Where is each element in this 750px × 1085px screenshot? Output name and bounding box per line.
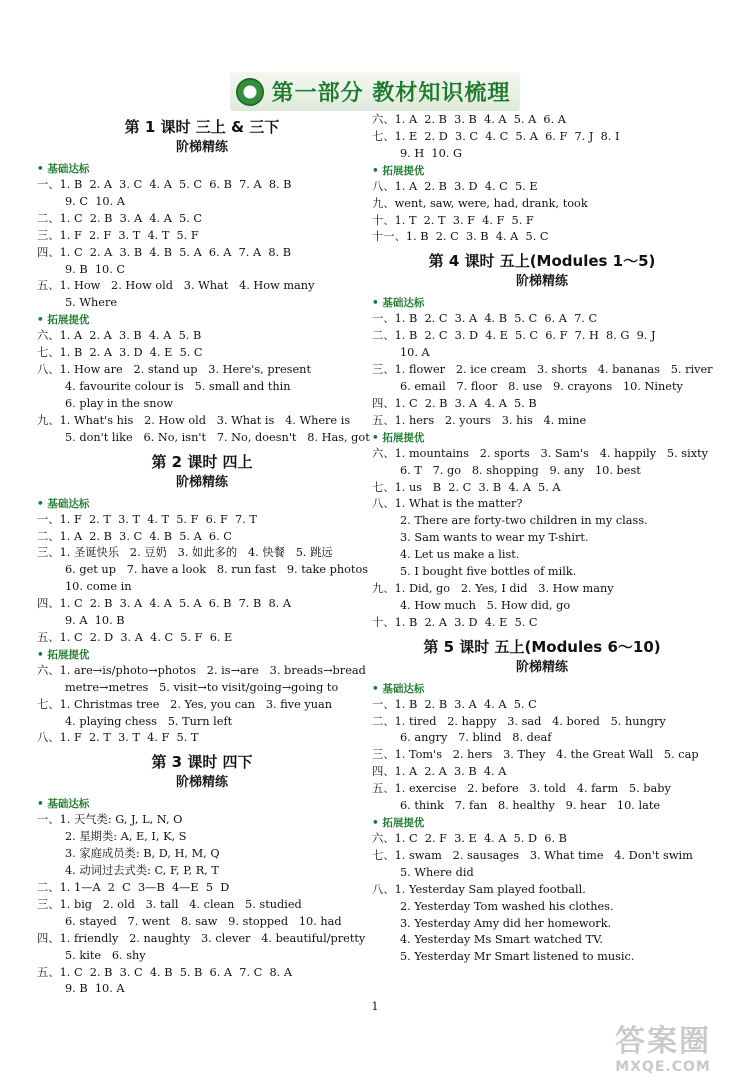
answer-line: 九、1. Did, go 2. Yes, I did 3. How many bbox=[372, 581, 614, 595]
answer-line: 七、1. Christmas tree 2. Yes, you can 3. five yuan bbox=[37, 697, 333, 711]
answer-line: 七、1. swam 2. sausages 3. What time 4. Don't swim bbox=[372, 848, 693, 862]
answer-line: 六、1. A 2. B 3. B 4. A 5. A 6. A bbox=[372, 113, 566, 126]
section-tag: • 拓展提优 bbox=[37, 312, 367, 328]
answer-line: 八、1. What is the matter? bbox=[372, 497, 523, 511]
answer-line: 十、1. T 2. T 3. F 4. F 5. F bbox=[372, 213, 534, 227]
answer-line-continued: 4. Let us make a list. bbox=[400, 548, 520, 562]
answer-line-continued: 5. Yesterday Mr Smart listened to music. bbox=[400, 950, 635, 964]
section-tag: • 基础达标 bbox=[37, 796, 367, 812]
answer-line: 三、1. F 2. F 3. T 4. T 5. F bbox=[37, 228, 199, 242]
answer-line: 三、1. 圣诞快乐 2. 豆奶 3. 如此多的 4. 快餐 5. 跳远 bbox=[37, 546, 333, 560]
lesson-heading: 第 4 课时 五上(Modules 1～5) bbox=[428, 252, 656, 271]
answer-line: 八、1. How are 2. stand up 3. Here's, present bbox=[37, 363, 311, 377]
answer-line-continued: 6. think 7. fan 8. healthy 9. hear 10. late bbox=[400, 799, 661, 813]
answer-line-continued: 6. angry 7. blind 8. deaf bbox=[400, 731, 552, 745]
answer-line: 九、went, saw, were, had, drank, took bbox=[372, 196, 588, 210]
page-header bbox=[0, 72, 750, 111]
answer-line: 四、1. friendly 2. naughty 3. clever 4. beautiful/pretty bbox=[37, 931, 366, 945]
answer-line: 三、1. big 2. old 3. tall 4. clean 5. studied bbox=[37, 897, 302, 911]
section-tag: • 拓展提优 bbox=[37, 647, 367, 663]
answer-line-continued: 5. Where bbox=[65, 296, 118, 310]
answer-line-continued: metre→metres 5. visit→to visit/going→going to bbox=[65, 680, 339, 694]
answer-line-continued: 5. I bought five bottles of milk. bbox=[400, 565, 577, 579]
answer-line: 二、1. B 2. C 3. D 4. E 5. C 6. F 7. H 8. G 9. J bbox=[372, 329, 656, 343]
circle-emblem-icon bbox=[236, 78, 264, 106]
answer-line: 五、1. exercise 2. before 3. told 4. farm 5. baby bbox=[372, 782, 671, 796]
answer-line: 五、1. How 2. How old 3. What 4. How many bbox=[37, 279, 315, 293]
answer-line-continued: 9. C 10. A bbox=[65, 194, 125, 208]
answer-line: 九、1. What's his 2. How old 3. What is 4. Where is bbox=[37, 413, 351, 427]
watermark-main: 答案圈 bbox=[615, 1024, 711, 1059]
answer-line: 五、1. C 2. B 3. C 4. B 5. B 6. A 7. C 8. A bbox=[37, 965, 292, 979]
answer-line: 四、1. A 2. A 3. B 4. A bbox=[372, 765, 507, 779]
answer-line: 八、1. F 2. T 3. T 4. F 5. T bbox=[37, 731, 199, 745]
subsection-heading: 阶梯精练 bbox=[515, 274, 568, 290]
lesson-heading: 第 5 课时 五上(Modules 6～10) bbox=[423, 637, 661, 656]
answer-line-continued: 10. come in bbox=[65, 580, 132, 594]
section-tag: • 拓展提优 bbox=[372, 815, 712, 831]
answer-line: 十一、1. B 2. C 3. B 4. A 5. C bbox=[372, 230, 549, 244]
answer-line-continued: 5. don't like 6. No, isn't 7. No, doesn't 8. Has, got bbox=[65, 430, 370, 444]
watermark-logo bbox=[588, 1025, 738, 1075]
answer-line: 三、1. Tom's 2. hers 3. They 4. the Great Wall 5. cap bbox=[372, 748, 699, 762]
answer-line: 八、1. Yesterday Sam played football. bbox=[372, 882, 586, 896]
answer-line-continued: 6. T 7. go 8. shopping 9. any 10. best bbox=[400, 463, 641, 477]
answer-line: 三、1. flower 2. ice cream 3. shorts 4. bananas 5. river bbox=[372, 363, 713, 377]
answer-line: 六、1. C 2. F 3. E 4. A 5. D 6. B bbox=[372, 832, 567, 845]
answer-line: 七、1. E 2. D 3. C 4. C 5. A 6. F 7. J 8. I bbox=[372, 129, 620, 143]
answer-line-continued: 2. 星期类: A, E, I, K, S bbox=[65, 830, 187, 844]
answer-line: 一、1. F 2. T 3. T 4. T 5. F 6. F 7. T bbox=[37, 512, 257, 526]
answer-line-continued: 2. There are forty-two children in my class. bbox=[400, 514, 648, 528]
right-column bbox=[372, 112, 712, 966]
section-title: 第一部分 教材知识梳理 bbox=[271, 81, 511, 106]
answer-line-continued: 10. A bbox=[400, 346, 430, 360]
answer-line-continued: 9. A 10. B bbox=[65, 614, 125, 628]
answer-line-continued: 4. 动词过去式类: C, F, P, R, T bbox=[65, 864, 219, 878]
answer-line: 二、1. 1—A 2 C 3—B 4—E 5 D bbox=[37, 881, 230, 894]
answer-line-continued: 5. Where did bbox=[400, 865, 474, 879]
answer-line-continued: 4. favourite colour is 5. small and thin bbox=[65, 379, 291, 393]
subsection-heading: 阶梯精练 bbox=[515, 659, 568, 675]
answer-line: 二、1. A 2. B 3. C 4. B 5. A 6. C bbox=[37, 529, 232, 543]
answer-line: 一、1. B 2. A 3. C 4. A 5. C 6. B 7. A 8. B bbox=[37, 178, 292, 191]
answer-line-continued: 4. playing chess 5. Turn left bbox=[65, 714, 233, 728]
section-tag: • 基础达标 bbox=[372, 295, 712, 311]
answer-line: 十、1. B 2. A 3. D 4. E 5. C bbox=[372, 615, 538, 629]
subsection-heading: 阶梯精练 bbox=[175, 775, 228, 791]
answer-line-continued: 6. get up 7. have a look 8. run fast 9. take photos bbox=[65, 563, 369, 577]
section-tag: • 基础达标 bbox=[372, 681, 712, 697]
answer-line-continued: 3. Sam wants to wear my T-shirt. bbox=[400, 531, 589, 545]
answer-line: 一、1. B 2. B 3. A 4. A 5. C bbox=[372, 697, 537, 711]
page-number: 1 bbox=[371, 1000, 379, 1013]
answer-line-continued: 4. How much 5. How did, go bbox=[400, 598, 571, 612]
answer-line: 五、1. C 2. D 3. A 4. C 5. F 6. E bbox=[37, 630, 233, 644]
answer-line: 二、1. C 2. B 3. A 4. A 5. C bbox=[37, 211, 203, 225]
answer-line-continued: 2. Yesterday Tom washed his clothes. bbox=[400, 899, 614, 913]
answer-line-continued: 5. kite 6. shy bbox=[65, 948, 146, 962]
section-tag: • 拓展提优 bbox=[372, 430, 712, 446]
subsection-heading: 阶梯精练 bbox=[175, 140, 228, 155]
answer-line: 八、1. A 2. B 3. D 4. C 5. E bbox=[372, 179, 538, 193]
answer-line: 六、1. are→is/photo→photos 2. is→are 3. breads→bread bbox=[37, 663, 366, 677]
answer-line: 七、1. us B 2. C 3. B 4. A 5. A bbox=[372, 480, 561, 494]
watermark-sub: MXQE.COM bbox=[615, 1059, 711, 1075]
answer-line-continued: 3. Yesterday Amy did her homework. bbox=[400, 916, 612, 930]
section-tag: • 基础达标 bbox=[37, 496, 367, 512]
lesson-heading: 第 3 课时 四下 bbox=[151, 753, 253, 772]
answer-line-continued: 4. Yesterday Ms Smart watched TV. bbox=[400, 933, 603, 947]
answer-line-continued: 9. B 10. C bbox=[65, 262, 126, 276]
answer-line: 四、1. C 2. A 3. B 4. B 5. A 6. A 7. A 8. B bbox=[37, 245, 292, 259]
answer-line: 六、1. mountains 2. sports 3. Sam's 4. happily 5. sixty bbox=[372, 446, 708, 460]
answer-line: 五、1. hers 2. yours 3. his 4. mine bbox=[372, 413, 587, 427]
lesson-heading: 第 1 课时 三上 & 三下 bbox=[124, 118, 280, 136]
answer-line: 一、1. 天气类: G, J, L, N, O bbox=[37, 813, 183, 827]
section-tag: • 基础达标 bbox=[37, 161, 367, 177]
answer-line: 二、1. tired 2. happy 3. sad 4. bored 5. hungry bbox=[372, 714, 666, 728]
subsection-heading: 阶梯精练 bbox=[175, 474, 228, 490]
answer-line: 四、1. C 2. B 3. A 4. A 5. A 6. B 7. B 8. A bbox=[37, 597, 292, 611]
answer-line: 七、1. B 2. A 3. D 4. E 5. C bbox=[37, 346, 203, 360]
answer-line-continued: 6. email 7. floor 8. use 9. crayons 10. Ninety bbox=[400, 379, 683, 393]
answer-line-continued: 9. H 10. G bbox=[400, 146, 462, 160]
lesson-heading: 第 2 课时 四上 bbox=[151, 452, 253, 471]
left-column bbox=[37, 112, 370, 998]
answer-line-continued: 9. B 10. A bbox=[65, 982, 125, 996]
answer-line-continued: 6. play in the snow bbox=[65, 396, 174, 410]
section-title-bar bbox=[230, 72, 521, 111]
answer-line-continued: 3. 家庭成员类: B, D, H, M, Q bbox=[65, 847, 220, 861]
answer-line: 六、1. A 2. A 3. B 4. A 5. B bbox=[37, 329, 202, 343]
answer-line-continued: 6. stayed 7. went 8. saw 9. stopped 10. had bbox=[65, 914, 342, 928]
answer-line: 四、1. C 2. B 3. A 4. A 5. B bbox=[372, 396, 537, 410]
section-tag: • 拓展提优 bbox=[372, 163, 712, 179]
answer-line: 一、1. B 2. C 3. A 4. B 5. C 6. A 7. C bbox=[372, 312, 598, 326]
